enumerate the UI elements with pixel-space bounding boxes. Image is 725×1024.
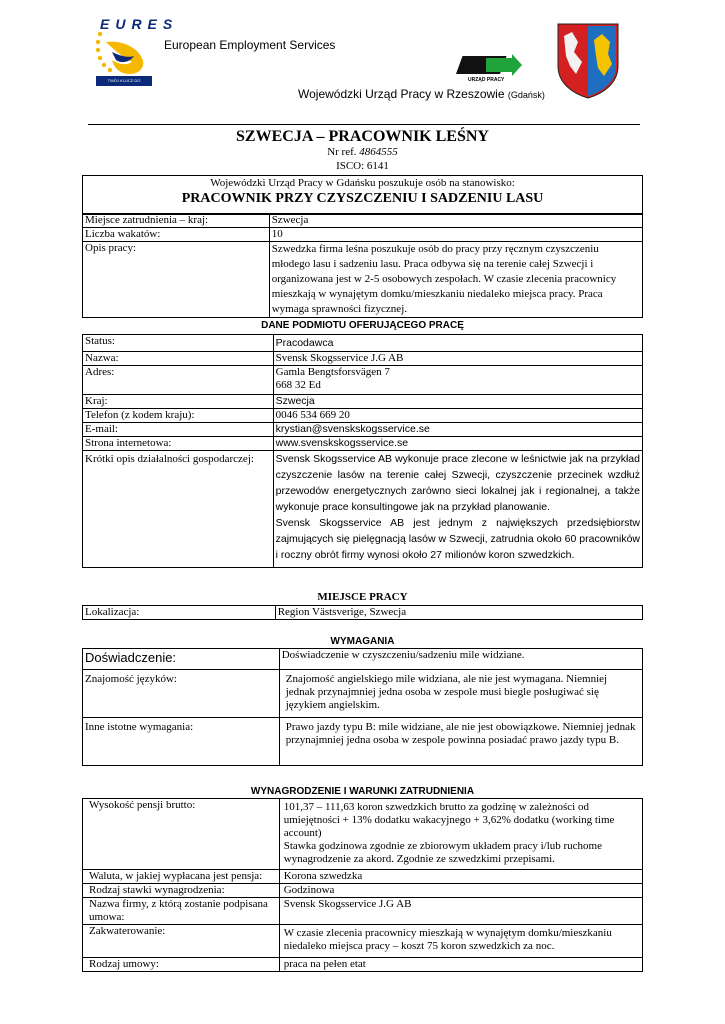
table-row bbox=[83, 409, 643, 423]
job-table bbox=[82, 213, 643, 318]
country-value: Szwecja bbox=[273, 395, 642, 409]
table-row bbox=[83, 649, 643, 670]
vacancies-value: 10 bbox=[269, 228, 642, 242]
ees-title: European Employment Services bbox=[164, 38, 336, 52]
currency-value: Korona szwedzka bbox=[279, 870, 642, 884]
contract-label: Rodzaj umowy: bbox=[83, 958, 280, 972]
table-row bbox=[83, 214, 643, 228]
company-label: Nazwa firmy, z którą zostanie podpisana umowa: bbox=[83, 898, 280, 925]
gross-value bbox=[279, 799, 642, 870]
place-label: Miejsce zatrudnienia – kraj: bbox=[83, 214, 270, 228]
experience-value: Doświadczenie w czyszczeniu/sadzeniu mile widziane. bbox=[279, 649, 642, 670]
other-value: Prawo jazdy typu B: mile widziane, ale nie jest obowiązkowe. Niemniej jednak przynajmniej jedna osoba w zespole powinna posiadać prawo jazdy typu B. bbox=[279, 718, 642, 766]
phone-value: 0046 534 669 20 bbox=[273, 409, 642, 423]
languages-label: Znajomość języków: bbox=[83, 670, 280, 718]
table-row bbox=[83, 335, 643, 352]
table-row bbox=[83, 228, 643, 242]
desc-label: Opis pracy: bbox=[83, 242, 270, 318]
table-row bbox=[83, 395, 643, 409]
table-row bbox=[83, 352, 643, 366]
gross-paragraph-1: 101,37 – 111,63 koron szwedzkich brutto za godzinę w zależności od umiejętności + 13% dodatku wakacyjnego + 3,62% dodatku (working time account) bbox=[283, 801, 615, 839]
ref-value: 4864555 bbox=[359, 146, 398, 158]
languages-value: Znajomość angielskiego mile widziana, ale nie jest wymagana. Niemniej jednak przynajmniej jedna osoba w zespole musi biegle posługiwać się językiem angielskim. bbox=[279, 670, 642, 718]
gross-paragraph-2: Stawka godzinowa zgodnie ze zbiorowym układem pracy i/lub ruchome wynagrodzenie za akord. Zgodnie ze szwedzkimi przepisami. bbox=[283, 840, 602, 865]
intro-text: Wojewódzki Urząd Pracy w Gdańsku poszukuje osób na stanowisko: bbox=[210, 177, 515, 189]
requirements-table bbox=[82, 648, 643, 766]
address-value bbox=[273, 366, 642, 395]
table-row bbox=[83, 799, 643, 870]
podkarpackie-crest-icon bbox=[556, 22, 620, 100]
ref-label: Nr ref. bbox=[327, 146, 357, 158]
workplace-heading: MIEJSCE PRACY bbox=[317, 591, 408, 603]
table-row bbox=[83, 958, 643, 972]
table-row bbox=[83, 670, 643, 718]
other-label: Inne istotne wymagania: bbox=[83, 718, 280, 766]
table-row bbox=[83, 606, 643, 620]
address-label: Adres: bbox=[83, 366, 274, 395]
activity-value bbox=[273, 451, 642, 568]
table-row bbox=[83, 242, 643, 318]
contract-value: praca na pełen etat bbox=[279, 958, 642, 972]
offer-title: SZWECJA – PRACOWNIK LEŚNY bbox=[236, 128, 489, 145]
employer-heading: DANE PODMIOTU OFERUJĄCEGO PRACĘ bbox=[261, 320, 464, 331]
position-title: PRACOWNIK PRZY CZYSZCZENIU I SADZENIU LASU bbox=[181, 191, 544, 206]
location-label: Lokalizacja: bbox=[83, 606, 276, 620]
gross-label: Wysokość pensji brutto: bbox=[83, 799, 280, 870]
table-row bbox=[83, 884, 643, 898]
position-box bbox=[82, 175, 643, 215]
website-link[interactable]: www.svenskskogsservice.se bbox=[273, 437, 642, 451]
experience-label: Doświadczenie: bbox=[83, 649, 280, 670]
rate-value: Godzinowa bbox=[279, 884, 642, 898]
activity-paragraph-2: Svensk Skogsservice AB jest jednym z największych przedsiębiorstw zajmujących się pielęgnacją lasów w Szwecji, zatrudnia około 60 pracowników i roczny obrót firmy wynosi około 27 milionów koron szwedzkich. bbox=[275, 517, 640, 561]
table-row bbox=[83, 437, 643, 451]
phone-label: Telefon (z kodem kraju): bbox=[83, 409, 274, 423]
eures-wordmark: EURES bbox=[100, 16, 179, 32]
table-row bbox=[83, 451, 643, 568]
wup-name: Wojewódzki Urząd Pracy w Rzeszowie bbox=[298, 87, 505, 101]
eures-tagline: TWÓJ KLUCZ DO MOBILNOŚCI W EUROPIE bbox=[96, 76, 152, 86]
workplace-table bbox=[82, 605, 643, 620]
rate-label: Rodzaj stawki wynagrodzenia: bbox=[83, 884, 280, 898]
ref-number bbox=[0, 146, 725, 158]
table-row bbox=[83, 366, 643, 395]
status-value: Pracodawca bbox=[273, 335, 642, 352]
wup-title bbox=[298, 87, 545, 101]
urzad-pracy-logo bbox=[456, 52, 522, 86]
company-value: Svensk Skogsservice J.G AB bbox=[279, 898, 642, 925]
employer-table bbox=[82, 334, 643, 568]
coat-of-arms bbox=[556, 22, 620, 100]
email-label: E-mail: bbox=[83, 423, 274, 437]
table-row bbox=[83, 423, 643, 437]
requirements-heading: WYMAGANIA bbox=[330, 636, 395, 647]
name-label: Nazwa: bbox=[83, 352, 274, 366]
table-row bbox=[83, 870, 643, 884]
place-value: Szwecja bbox=[269, 214, 642, 228]
status-label: Status: bbox=[83, 335, 274, 352]
table-row bbox=[83, 898, 643, 925]
salary-table bbox=[82, 798, 643, 972]
activity-paragraph-1: Svensk Skogsservice AB wykonuje prace zlecone w leśnictwie jak na przykład czyszczenie lasów na terenie całej Szwecji, czyszczenie przecinek wzdłuż przewodów energetycznych zarówno sieci lokalnej jak i regionalnej, a także wykonuje prace konsultingowe jak na przykład planowanie. bbox=[275, 453, 640, 513]
activity-label: Krótki opis działalności gospodarczej: bbox=[83, 451, 274, 568]
table-row bbox=[83, 925, 643, 958]
vacancies-label: Liczba wakatów: bbox=[83, 228, 270, 242]
name-value: Svensk Skogsservice J.G AB bbox=[273, 352, 642, 366]
email-link[interactable]: krystian@svenskskogsservice.se bbox=[273, 423, 642, 437]
housing-label: Zakwaterowanie: bbox=[83, 925, 280, 958]
table-row bbox=[83, 718, 643, 766]
country-label: Kraj: bbox=[83, 395, 274, 409]
housing-value: W czasie zlecenia pracownicy mieszkają w wynajętym domku/mieszkaniu niedaleko miejsca pracy – koszt 75 koron szwedzkich za noc. bbox=[279, 925, 642, 958]
wup-city: (Gdańsk) bbox=[507, 90, 545, 100]
www-label: Strona internetowa: bbox=[83, 437, 274, 451]
header-divider bbox=[88, 124, 640, 125]
desc-value: Szwedzka firma leśna poszukuje osób do pracy przy ręcznym czyszczeniu młodego lasu i sadzeniu lasu. Praca odbywa się na terenie całej Szwecji i organizowana jest w 2-5 osobowych zespołach. W czasie zlecenia pracownicy mieszkają w wynajętym domku/mieszkaniu niedaleko miejsca pracy. Praca wymaga sprawności fizycznej. bbox=[269, 242, 642, 318]
isco-code: ISCO: 6141 bbox=[336, 160, 389, 172]
address-line1: Gamla Bengtsforsvägen 7 bbox=[275, 366, 390, 378]
salary-heading: WYNAGRODZENIE I WARUNKI ZATRUDNIENIA bbox=[250, 786, 475, 797]
urzad-logo-text: URZĄD PRACY bbox=[468, 77, 505, 83]
currency-label: Waluta, w jakiej wypłacana jest pensja: bbox=[83, 870, 280, 884]
address-line2: 668 32 Ed bbox=[275, 379, 321, 391]
location-value: Region Västsverige, Szwecja bbox=[275, 606, 642, 620]
